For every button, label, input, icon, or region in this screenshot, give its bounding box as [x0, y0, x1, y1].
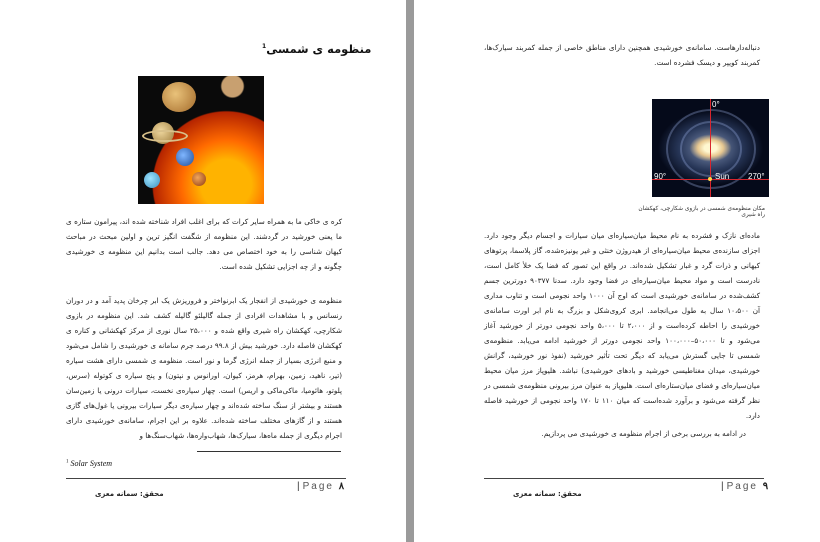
milky-way-image — [652, 99, 769, 197]
jupiter-shape — [162, 82, 196, 112]
author-label: محقق: سمانه معزی — [95, 490, 164, 498]
page-title: منظومه ی شمسی$^1$ — [262, 42, 372, 56]
image-caption: مکان منظومه‌ی شمسی در بازوی شکارچی، کهکشان راه شیری — [638, 206, 765, 218]
solar-system-image — [138, 76, 264, 204]
label-sun: Sun — [715, 172, 730, 181]
sun-marker — [708, 177, 712, 181]
author-label: محقق: سمانه معزی — [513, 490, 582, 498]
label-270-degrees: 270° — [748, 172, 765, 181]
footnote-mark: 1 — [262, 43, 267, 51]
label-90-degrees: 90° — [654, 172, 667, 181]
meridian-line — [710, 99, 711, 197]
mars-shape — [192, 172, 206, 186]
paragraph-interplanetary: ماده‌ای نازک و فشرده به نام محیط میان‌سیاره‌ای میان سیارات و اجسام دیگر وجود دارد. اجزای سازنده‌ی محیط میان‌سیاره‌ای از هیدروژن خنثی و غیر یونیزه‌شده، گاز پلاسما، پرتوهای کیهانی و ذرات گرد و غبار تشکیل شده‌اند. در واقع این تصور که فضا یک خلأ کامل است، نادرست است و مواد محیط میان‌سیاره‌ای در فضا وجود دارد. سدنا ۹۰۳۷۷ دورترین جسم کشف‌شده در سامانه‌ی خورشیدی است که اوج آن ۱۰۰۰ واحد نجومی است و تناوب مداری آن ۱۰،۵۰۰ سال به طول می‌انجامد. ابری کروی‌شکل و بزرگ به نام ابر اورت سامانه‌ی خورشیدی را احاطه کرده‌است و از ۲،۰۰۰ تا ۵،۰۰۰ واحد نجومی دورتر از خورشید آغاز می‌شود و تا ۵۰،۰۰۰–۱۰۰،۰۰۰ واحد نجومی دورتر از خورشید ادامه می‌یابد. منظومه‌ی شمسی تا جایی گسترش می‌یابد که دیگر تحت تأثیر خورشید (نفوذ نور خورشید، گرانش خورشیدی، میدان مغناطیسی خورشید و بادهای خورشیدی) نباشد. هلیوپاز مرز میان محیط میان‌سیاره‌ای و فضای میان‌ستاره‌ای است. هلیوپاز به عنوان مرز بیرونی منظومه‌ی شمسی در نظر گرفته می‌شود و برآورد شده‌است که میان ۱۱۰ تا ۱۷۰ واحد نجومی از خورشید فاصله دارد. — [484, 231, 761, 420]
footnote-rule — [197, 451, 341, 452]
saturn-ring — [142, 130, 188, 142]
page-left — [0, 0, 406, 542]
earth-shape — [176, 148, 194, 166]
footer-rule — [484, 478, 764, 479]
galaxy-arm — [680, 121, 742, 177]
footnote: $^1$ Solar System — [66, 459, 113, 468]
footer-rule — [66, 478, 346, 479]
paragraph-formation: منظومه ی خورشیدی از انفجار یک ابرنواختر و فروریزش یک ابر چرخان پدید آمد و در دوران رنسانس و با مشاهدات افرادی از جمله گالیلئو گالیله کشف شد. این منظومه در بازوی شکارچی، کهکشان راه شیری واقع شده و ۲۵،۰۰۰ سال نوری از مرکز کهکشانی و کناره ی کهکشان فاصله دارد. خورشید بیش از ۹۹.۸ درصد جرم سامانه ی خورشیدی را شامل می‌شود و منبع انرژی بسیار از جمله انرژی گرما و نور است. منظومه ی شمسی دارای هشت سیاره (تیر، ناهید، زمین، بهرام، هرمز، کیوان، اورانوس و نپتون) و پنج سیاره ی کوتوله (سرس، پلوتو، هائومیا، ماکی‌ماکی و اریس) است. چهار سیاره‌ی نخست، سیارات درونی یا زمین‌سان هستند و بیشتر از سنگ ساخته شده‌اند و چهار سیاره‌ی دیگر سیارات بیرونی یا غول‌های گازی هستند و از گازهای مختلف ساخته شده‌اند. علاوه بر این اجرام، سامانه‌ی خورشیدی دارای اجرام دیگری از جمله ماه‌ها، سیارک‌ها، شهاب‌واره‌ها، شهاب‌سنگ‌ها و — [66, 296, 343, 440]
paragraph-continuation: دنباله‌دارهاست. سامانه‌ی خورشیدی همچنین دارای مناطق خاصی از جمله کمربند سیارک‌ها، کمربند کویپر و دیسک فشرده است. — [484, 43, 760, 67]
paragraph-intro: کره ی خاکی ما به همراه سایر کرات که برای اغلب افراد شناخته شده اند، پیرامون ستاره ی ما یعنی خورشید در گردشند. این منظومه از شگفت انگیز ترین و اولین مبحث در مباحث کیهان شناسی را به خود اختصاص می دهد. جالب است بدانیم این منظومه ی خورشیدی چگونه و از چه اجزایی تشکیل شده است. — [66, 217, 342, 271]
uranus-shape — [144, 172, 160, 188]
page-right — [414, 0, 820, 542]
label-0-degrees: 0° — [712, 100, 720, 109]
page-number: | Page ۸ — [297, 481, 345, 492]
paragraph-closing: در ادامه به بررسی برخی از اجرام منظومه ی خورشیدی می پردازیم. — [541, 429, 746, 438]
page-number: | Page ۹ — [721, 481, 769, 492]
